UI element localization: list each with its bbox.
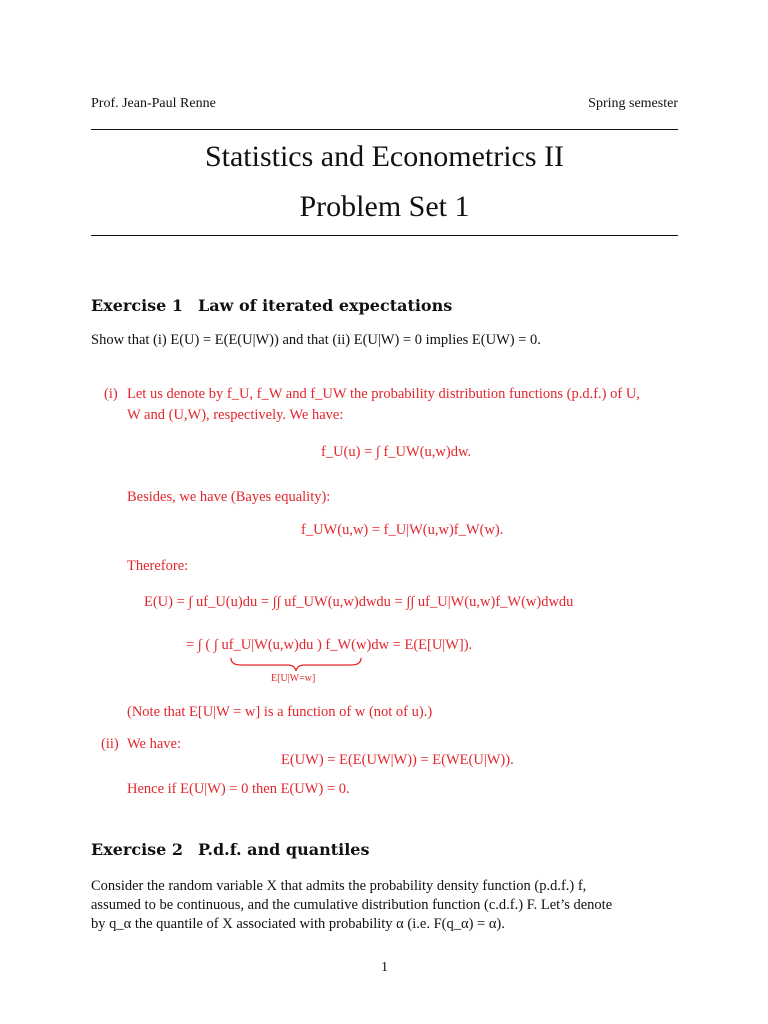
document-page (91, 0, 678, 1024)
equation-expectation-line2: = ∫ ( ∫ uf_U|W(u,w)du ) f_W(w)dw = E(E[U|W]). (186, 637, 473, 653)
besides-text: Besides, we have (Bayes equality): (127, 489, 331, 505)
exercise-1-statement: Show that (i) E(U) = E(E(U|W)) and that (ii) E(U|W) = 0 implies E(UW) = 0. (91, 332, 541, 348)
exercise-1-number: Exercise 1 (91, 296, 184, 315)
exercise-1-title: Law of iterated expectations (198, 296, 453, 315)
part-i-label: (i) (104, 386, 118, 402)
exercise-2-line3: by q_α the quantile of X associated with probability α (i.e. F(q_α) = α). (91, 916, 505, 932)
note-text: (Note that E[U|W = w] is a function of w (not of u).) (127, 704, 433, 720)
exercise-2-number: Exercise 2 (91, 840, 184, 859)
equation-marginal-density: f_U(u) = ∫ f_UW(u,w)dw. (321, 444, 472, 460)
document-title: Statistics and Econometrics II (204, 140, 565, 173)
document-subtitle: Problem Set 1 (299, 190, 470, 223)
exercise-2-line2: assumed to be continuous, and the cumulative distribution function (c.d.f.) F. Let’s denote (91, 897, 613, 913)
hence-text: Hence if E(U|W) = 0 then E(UW) = 0. (127, 781, 350, 797)
exercise-2-title: P.d.f. and quantiles (198, 840, 370, 859)
therefore-text: Therefore: (127, 558, 189, 574)
header-rule (91, 129, 678, 130)
author-name: Prof. Jean-Paul Renne (91, 96, 216, 111)
exercise-2-line1: Consider the random variable X that admits the probability density function (p.d.f.) f, (91, 878, 587, 894)
part-ii-label: (ii) (101, 736, 119, 752)
underbrace-label: E[U|W=w] (271, 673, 316, 684)
page-number: 1 (381, 960, 388, 975)
part-i-text-line1: Let us denote by f_U, f_W and f_UW the probability distribution functions (p.d.f.) of U, (127, 386, 640, 402)
part-ii-text: We have: (127, 736, 181, 752)
part-i-text-line2: W and (U,W), respectively. We have: (127, 407, 344, 423)
exercise-1-heading (91, 296, 452, 315)
equation-product-expectation: E(UW) = E(E(UW|W)) = E(WE(U|W)). (281, 752, 514, 768)
equation-expectation-line1: E(U) = ∫ uf_U(u)du = ∫∫ uf_UW(u,w)dwdu = ∫∫ uf_U|W(u,w)f_W(w)dwdu (144, 594, 574, 610)
title-rule (91, 235, 678, 236)
exercise-2-heading (91, 840, 369, 859)
semester-label: Spring semester (588, 96, 678, 111)
equation-bayes: f_UW(u,w) = f_U|W(u,w)f_W(w). (301, 522, 504, 538)
underbrace (229, 656, 364, 672)
